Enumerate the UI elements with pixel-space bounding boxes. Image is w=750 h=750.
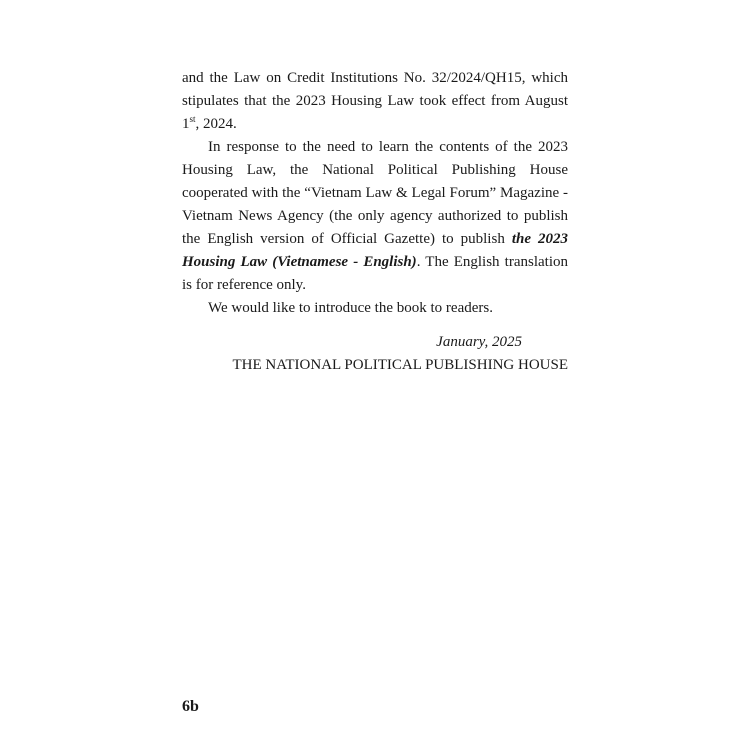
closing-date: January, 2025 xyxy=(436,334,522,350)
publisher-signature: THE NATIONAL POLITICAL PUBLISHING HOUSE xyxy=(232,357,568,373)
paragraph-1-text-a: and the Law on Credit Institutions No. 32/2024/QH15, which stipulates that the 2023 Housing Law took effect from August 1 xyxy=(182,70,568,132)
book-title-emphasis: the 2023 Housing Law (Vietnamese - English) xyxy=(182,231,568,270)
paragraph-1-text-b: , 2024. xyxy=(195,116,237,132)
paragraph-2-text-a: In response to the need to learn the contents of the 2023 Housing Law, the National Political Publishing House cooperated with the “Vietnam Law & Legal Forum” Magazine - Vietnam News Agency (the only agency authorized to publish the English version of Official Gazette) to publish xyxy=(182,139,568,247)
page-number: 6b xyxy=(182,698,199,715)
paragraph-3: We would like to introduce the book to readers. xyxy=(208,300,493,316)
paragraph-2 xyxy=(182,136,568,297)
closing-block xyxy=(182,331,568,377)
paragraph-1 xyxy=(182,67,568,136)
body-text xyxy=(182,67,568,377)
ordinal-suffix: st xyxy=(189,114,196,124)
paragraph-2-text-b: . The English translation is for reference only. xyxy=(182,254,568,293)
